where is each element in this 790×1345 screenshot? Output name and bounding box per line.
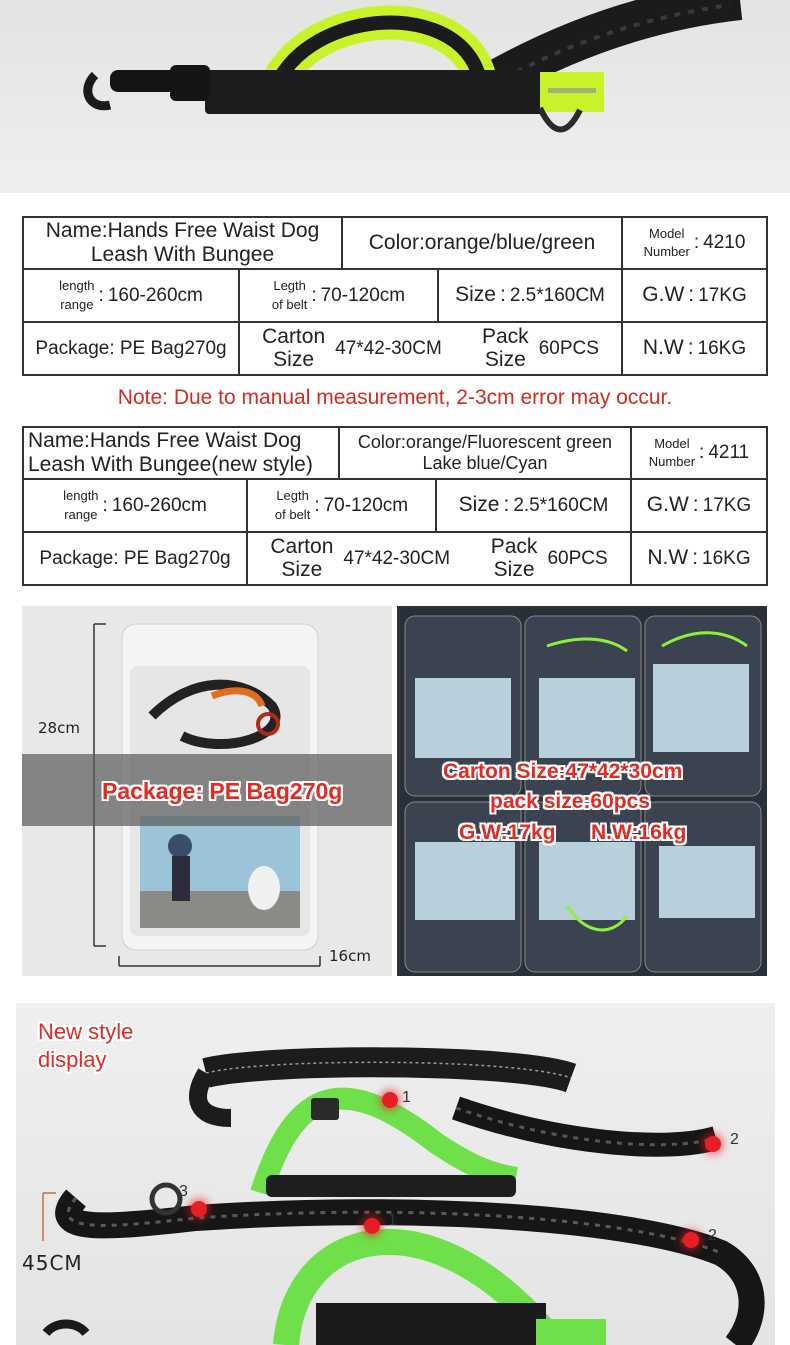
length-range-label: length range — [59, 278, 95, 312]
length-45cm-label: 45CM — [22, 1251, 83, 1275]
marker-dot — [364, 1218, 380, 1234]
size-cell: Size : 2.5*160CM — [436, 479, 631, 532]
belt-length-label: Legth of belt — [274, 488, 311, 522]
marker-dot — [683, 1232, 699, 1248]
carton-size-value: 47*42-30CM — [335, 337, 442, 359]
net-weight-value: 16KG — [702, 547, 751, 569]
length-range-value: 160-260cm — [111, 494, 207, 516]
gross-weight-overlay: G.W:17kg — [459, 821, 556, 844]
new-style-display-photo — [16, 1003, 775, 1345]
size-cell: Size : 2.5*160CM — [438, 269, 622, 322]
spec-row-1 — [23, 217, 767, 269]
model-number-cell: Model Number : 4211 — [631, 427, 767, 479]
model-number-label: Model Number — [643, 225, 690, 259]
model-number-value: 4210 — [703, 232, 746, 254]
length-range-cell: length range : 160-260cm — [23, 479, 247, 532]
gross-weight-value: 17KG — [702, 494, 752, 516]
marker-label: 1 — [402, 1089, 411, 1106]
carton-size-value: 47*42-30CM — [343, 547, 451, 569]
net-weight-cell: N.W : 16KG — [622, 322, 767, 375]
pack-size-overlay: pack size:60pcs — [490, 790, 650, 813]
gross-weight-label: G.W — [642, 283, 685, 307]
package-overlay-label: Package: PE Bag270g — [102, 778, 343, 804]
product-name-cell — [23, 217, 342, 269]
spec-table-model-4211 — [22, 426, 768, 586]
leash-closeup-illustration — [0, 0, 790, 193]
height-dimension: 28cm — [38, 719, 80, 737]
gross-weight-label: G.W — [646, 493, 689, 517]
net-weight-overlay: N.W:16kg — [591, 821, 687, 844]
width-dimension: 16cm — [329, 947, 371, 965]
spec-row-3 — [23, 532, 767, 585]
marker-dot — [191, 1201, 207, 1217]
size-label: Size — [455, 283, 496, 307]
belt-length-cell: Legth of belt : 70-120cm — [239, 269, 438, 322]
measurement-note: Note: Due to manual measurement, 2-3cm error may occur. — [117, 386, 673, 409]
product-name: Name:Hands Free Waist Dog Leash With Bungee(new style) — [28, 429, 313, 476]
marker-label: 3 — [179, 1183, 188, 1200]
gross-weight-value: 17KG — [698, 284, 747, 306]
marker-label: 1 — [388, 1212, 397, 1229]
product-name-cell — [23, 427, 339, 479]
gross-weight-cell: G.W : 17KG — [622, 269, 767, 322]
spec-row-1 — [23, 427, 767, 479]
carton-pack-cell — [247, 532, 631, 585]
marker-dot — [382, 1092, 398, 1108]
spec-row-2 — [23, 269, 767, 322]
length-range-label: length range — [63, 488, 99, 522]
belt-length-value: 70-120cm — [320, 284, 406, 306]
marker-label: 2 — [730, 1131, 739, 1148]
new-style-caption: New style display — [38, 1019, 134, 1072]
product-name: Name:Hands Free Waist Dog Leash With Bungee — [45, 219, 320, 266]
length-range-cell: length range : 160-260cm — [23, 269, 239, 322]
net-weight-label: N.W — [647, 546, 689, 570]
pack-size-label: Pack Size — [482, 325, 529, 371]
pack-size-value: 60PCS — [538, 337, 599, 359]
color-cell — [342, 217, 622, 269]
package-photo — [22, 606, 392, 976]
pack-size-label: Pack Size — [490, 535, 538, 581]
carton-size-overlay: Carton Size:47*42*30cm — [443, 760, 683, 783]
model-number-label: Model Number — [648, 435, 696, 469]
carton-size-label: Carton Size — [270, 535, 334, 581]
net-weight-value: 16KG — [697, 337, 747, 359]
package-value: Package: PE Bag270g — [39, 547, 231, 569]
length-range-value: 160-260cm — [107, 284, 203, 306]
size-label: Size — [458, 493, 500, 517]
model-number-cell: Model Number : 4210 — [622, 217, 767, 269]
marker-label: 2 — [708, 1227, 717, 1244]
net-weight-label: N.W — [642, 336, 684, 360]
belt-length-value: 70-120cm — [323, 494, 409, 516]
carton-photo — [397, 606, 767, 976]
top-product-photo — [0, 0, 790, 193]
pack-size-value: 60PCS — [547, 547, 608, 569]
color-options: Color:orange/Fluorescent green Lake blue/Cyan — [357, 432, 613, 473]
spec-row-2 — [23, 479, 767, 532]
carton-pack-cell — [239, 322, 622, 375]
belt-length-cell: Legth of belt : 70-120cm — [247, 479, 436, 532]
model-number-value: 4211 — [708, 442, 750, 464]
size-value: 2.5*160CM — [513, 494, 609, 516]
gross-weight-cell: G.W : 17KG — [631, 479, 767, 532]
spec-table-model-4210 — [22, 216, 768, 376]
color-options: Color:orange/blue/green — [368, 230, 596, 254]
net-weight-cell: N.W : 16KG — [631, 532, 767, 585]
package-cell — [23, 322, 239, 375]
carton-size-label: Carton Size — [262, 325, 326, 371]
size-value: 2.5*160CM — [509, 284, 605, 306]
marker-dot — [705, 1136, 721, 1152]
package-cell — [23, 532, 247, 585]
package-value: Package: PE Bag270g — [35, 337, 227, 359]
belt-length-label: Legth of belt — [271, 278, 308, 312]
color-cell — [339, 427, 631, 479]
spec-row-3 — [23, 322, 767, 375]
